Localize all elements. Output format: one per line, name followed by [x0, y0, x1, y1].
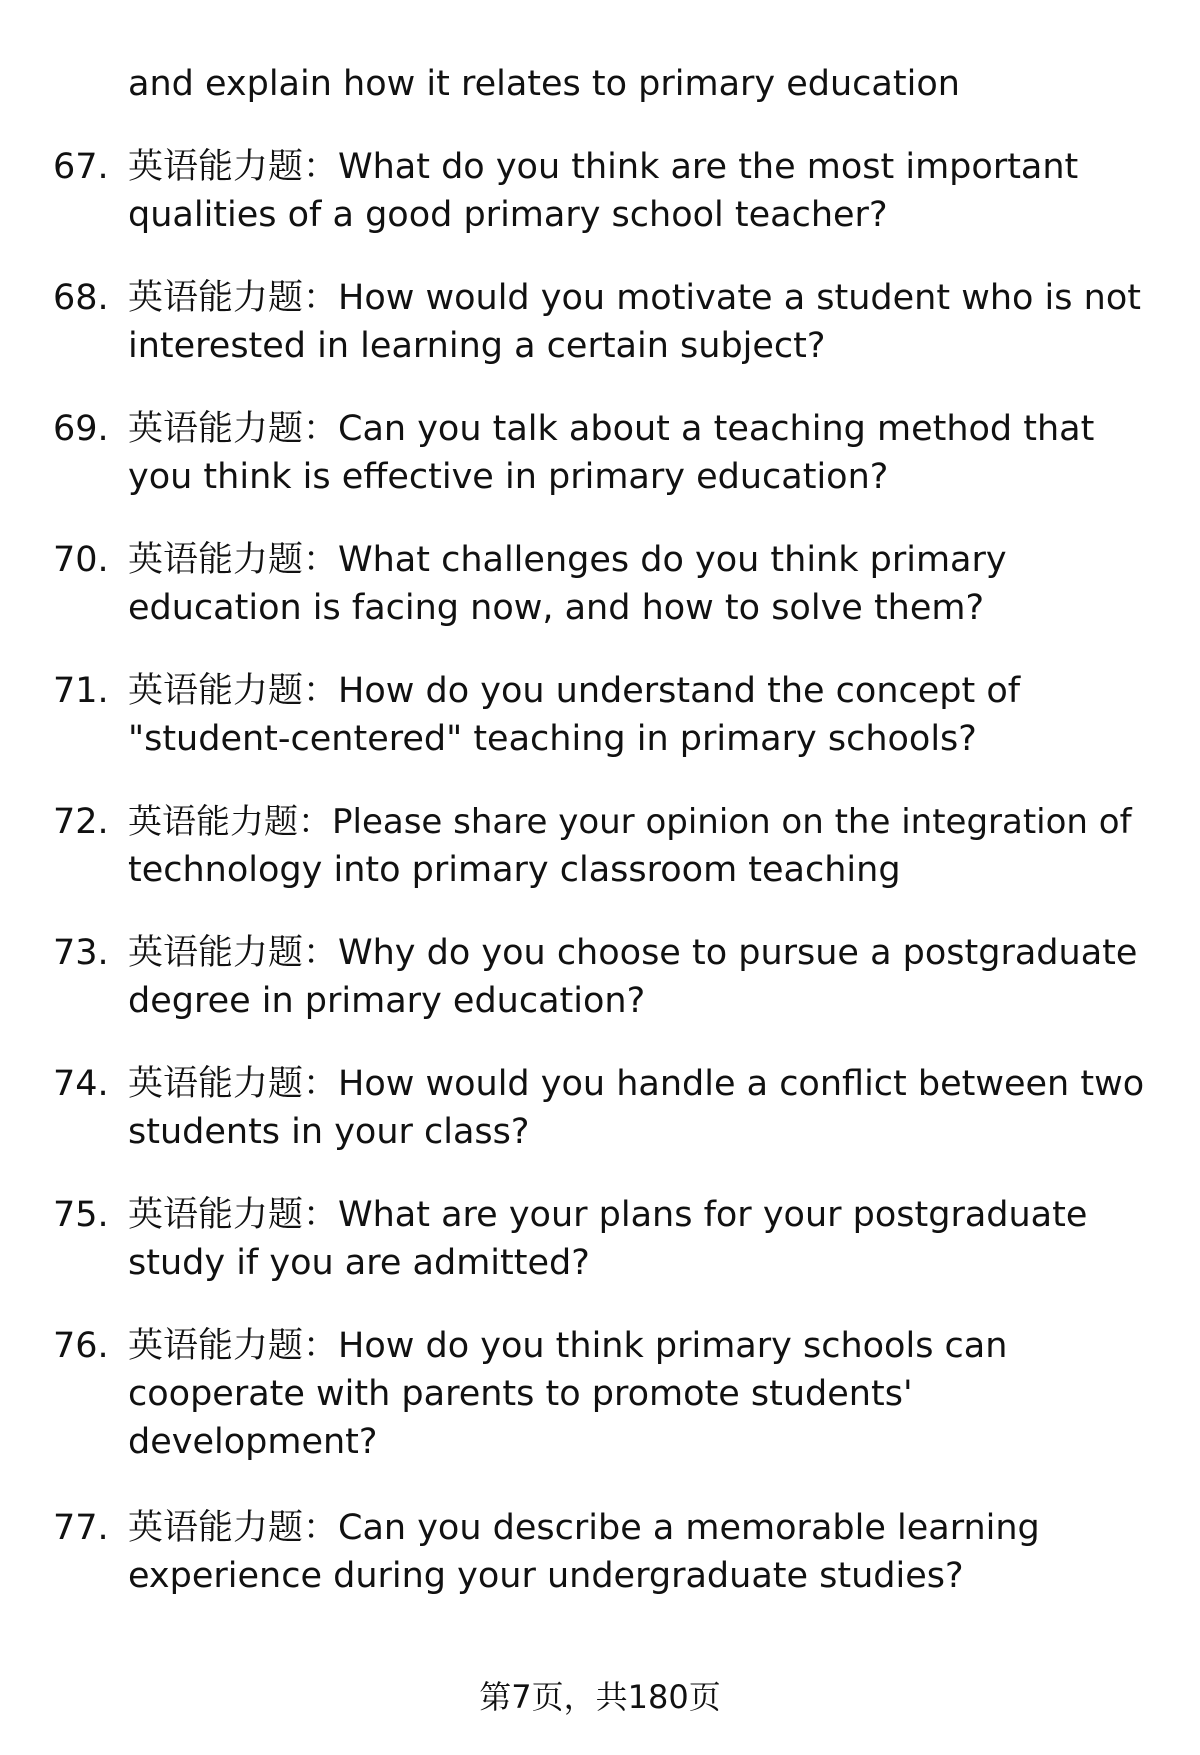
question-number: 74.: [53, 1064, 109, 1104]
question-line: 英语能力题：How do you understand the concept of: [128, 671, 1021, 711]
question-number: 73.: [53, 933, 109, 973]
question-number: 72.: [53, 802, 109, 842]
question-number: 70.: [53, 540, 109, 580]
question-line: 英语能力题：Can you talk about a teaching method that: [128, 409, 1095, 449]
page-footer: 第7页，共180页: [479, 1678, 721, 1716]
question-line: cooperate with parents to promote students': [128, 1374, 913, 1414]
question-number: 77.: [53, 1508, 109, 1548]
question-line: "student-centered" teaching in primary schools?: [128, 719, 977, 759]
question-line: 英语能力题：How would you handle a conflict between two: [128, 1064, 1145, 1104]
question-line: experience during your undergraduate studies?: [128, 1556, 964, 1596]
question-number: 69.: [53, 409, 109, 449]
question-line: 英语能力题：What are your plans for your postgraduate: [128, 1195, 1088, 1235]
question-line: development?: [128, 1422, 378, 1462]
question-number: 71.: [53, 671, 109, 711]
question-number: 67.: [53, 147, 109, 187]
question-number: 76.: [53, 1326, 109, 1366]
question-line: 英语能力题：What challenges do you think primary: [128, 540, 1007, 580]
question-line: qualities of a good primary school teacher?: [128, 195, 888, 235]
question-number: 75.: [53, 1195, 109, 1235]
question-line: education is facing now, and how to solve them?: [128, 588, 985, 628]
question-line: 英语能力题：Can you describe a memorable learning: [128, 1508, 1040, 1548]
question-line: 英语能力题：Please share your opinion on the integration of: [128, 802, 1132, 842]
question-line: 英语能力题：Why do you choose to pursue a postgraduate: [128, 933, 1138, 973]
question-line: technology into primary classroom teaching: [128, 850, 901, 890]
question-line: students in your class?: [128, 1112, 530, 1152]
question-line: interested in learning a certain subject?: [128, 326, 826, 366]
question-line: 英语能力题：What do you think are the most important: [128, 147, 1079, 187]
question-number: 68.: [53, 278, 109, 318]
question-line: you think is effective in primary education?: [128, 457, 889, 497]
continuation-line: and explain how it relates to primary education: [128, 64, 960, 104]
question-line: 英语能力题：How do you think primary schools can: [128, 1326, 1008, 1366]
question-line: 英语能力题：How would you motivate a student who is not: [128, 278, 1141, 318]
question-line: study if you are admitted?: [128, 1243, 590, 1283]
question-line: degree in primary education?: [128, 981, 646, 1021]
